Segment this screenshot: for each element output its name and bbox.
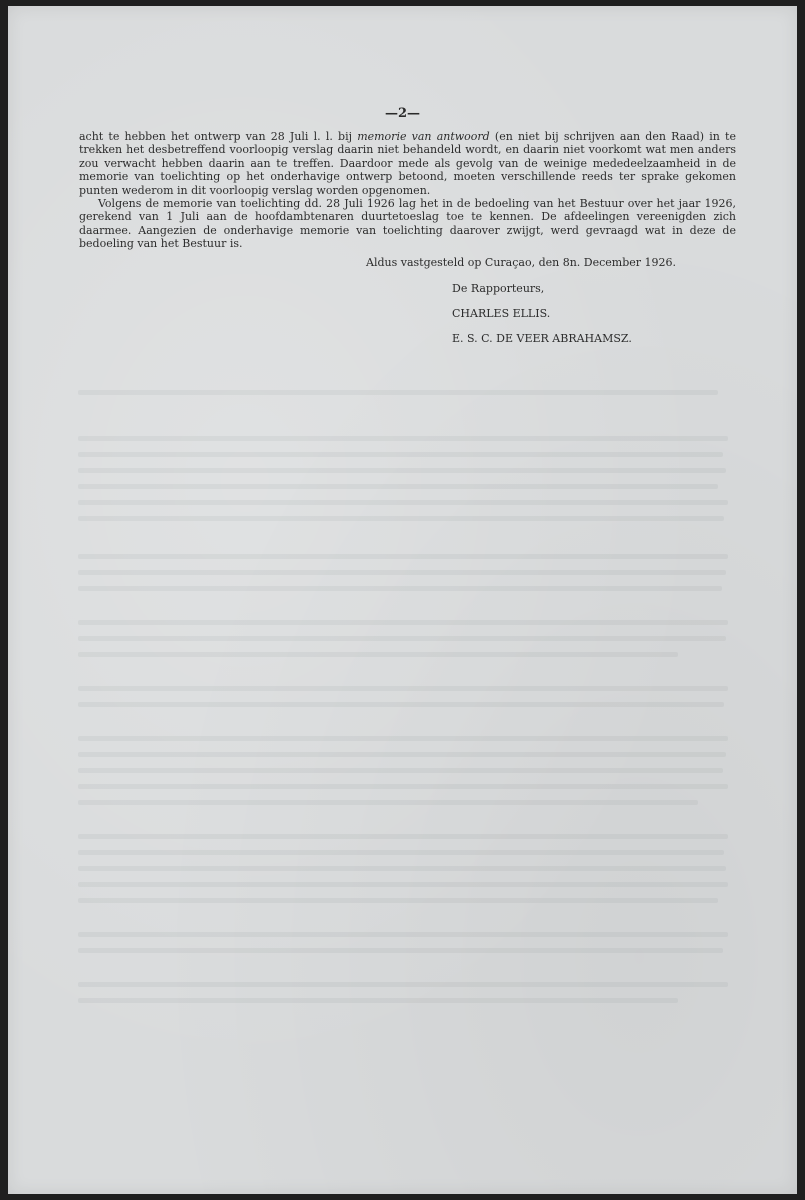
paragraph-1-start: acht te hebben het ontwerp van 28 Juli l. l. bij [79,130,358,143]
bleed-through-line [78,982,728,987]
bleed-through-line [78,484,718,489]
closing-place-date: Aldus vastgesteld op Curaçao, den 8n. December 1926. [366,256,676,269]
signatory-1: CHARLES ELLIS. [452,307,551,320]
bleed-through-line [78,882,728,887]
bleed-through-line [78,800,698,805]
document-page [8,6,797,1194]
bleed-through-line [78,768,723,773]
bleed-through-line [78,436,728,441]
bleed-through-line [78,932,728,937]
bleed-through-line [78,554,728,559]
paragraph-1 [79,130,736,197]
bleed-through-line [78,620,728,625]
bleed-through-line [78,636,726,641]
paragraph-1-end: (en niet bij schrijven aan den Raad) in te trekken het desbetreffend voorloopig verslag daarin niet behandeld wordt, en daarin niet voorkomt wat men anders zou verwacht hebben daarin aan te treffen. Daardoor mede als gevolg van de weinige mededeelzaamheid in de memorie van toelichting op het onderhavige ontwerp betoond, moeten verschillende reeds ter sprake gekomen punten wederom in dit voorloopig verslag worden opgenomen. [79,130,736,197]
bleed-through-line [78,850,724,855]
bleed-through-line [78,948,723,953]
bleed-through-line [78,390,718,395]
bleed-through-line [78,866,726,871]
bleed-through-line [78,752,726,757]
bleed-through-line [78,784,728,789]
body-text [79,130,736,251]
bleed-through-line [78,686,728,691]
bleed-through-line [78,998,678,1003]
bleed-through-line [78,898,718,903]
bleed-through-line [78,834,728,839]
signatory-2: E. S. C. DE VEER ABRAHAMSZ. [452,332,632,345]
bleed-through-line [78,516,724,521]
bleed-through-line [78,652,678,657]
bleed-through-line [78,500,728,505]
rapporteurs-label: De Rapporteurs, [452,282,545,295]
bleed-through-line [78,586,722,591]
bleed-through-line [78,570,726,575]
paragraph-1-italic: memorie van antwoord [357,130,490,143]
paragraph-2: Volgens de memorie van toelichting dd. 28 Juli 1926 lag het in de bedoeling van het Bestuur over het jaar 1926, gerekend van 1 Juli aan de hoofdambtenaren duurtetoeslag toe te kennen. De afdeelingen vereenigden zich daarmee. Aangezien de onderhavige memorie van toelichting daarover zwijgt, werd gevraagd wat in deze de bedoeling van het Bestuur is. [79,197,736,251]
bleed-through-line [78,702,724,707]
page-number: —2— [384,106,421,121]
bleed-through-line [78,452,723,457]
bleed-through-line [78,468,726,473]
bleed-through-line [78,736,728,741]
